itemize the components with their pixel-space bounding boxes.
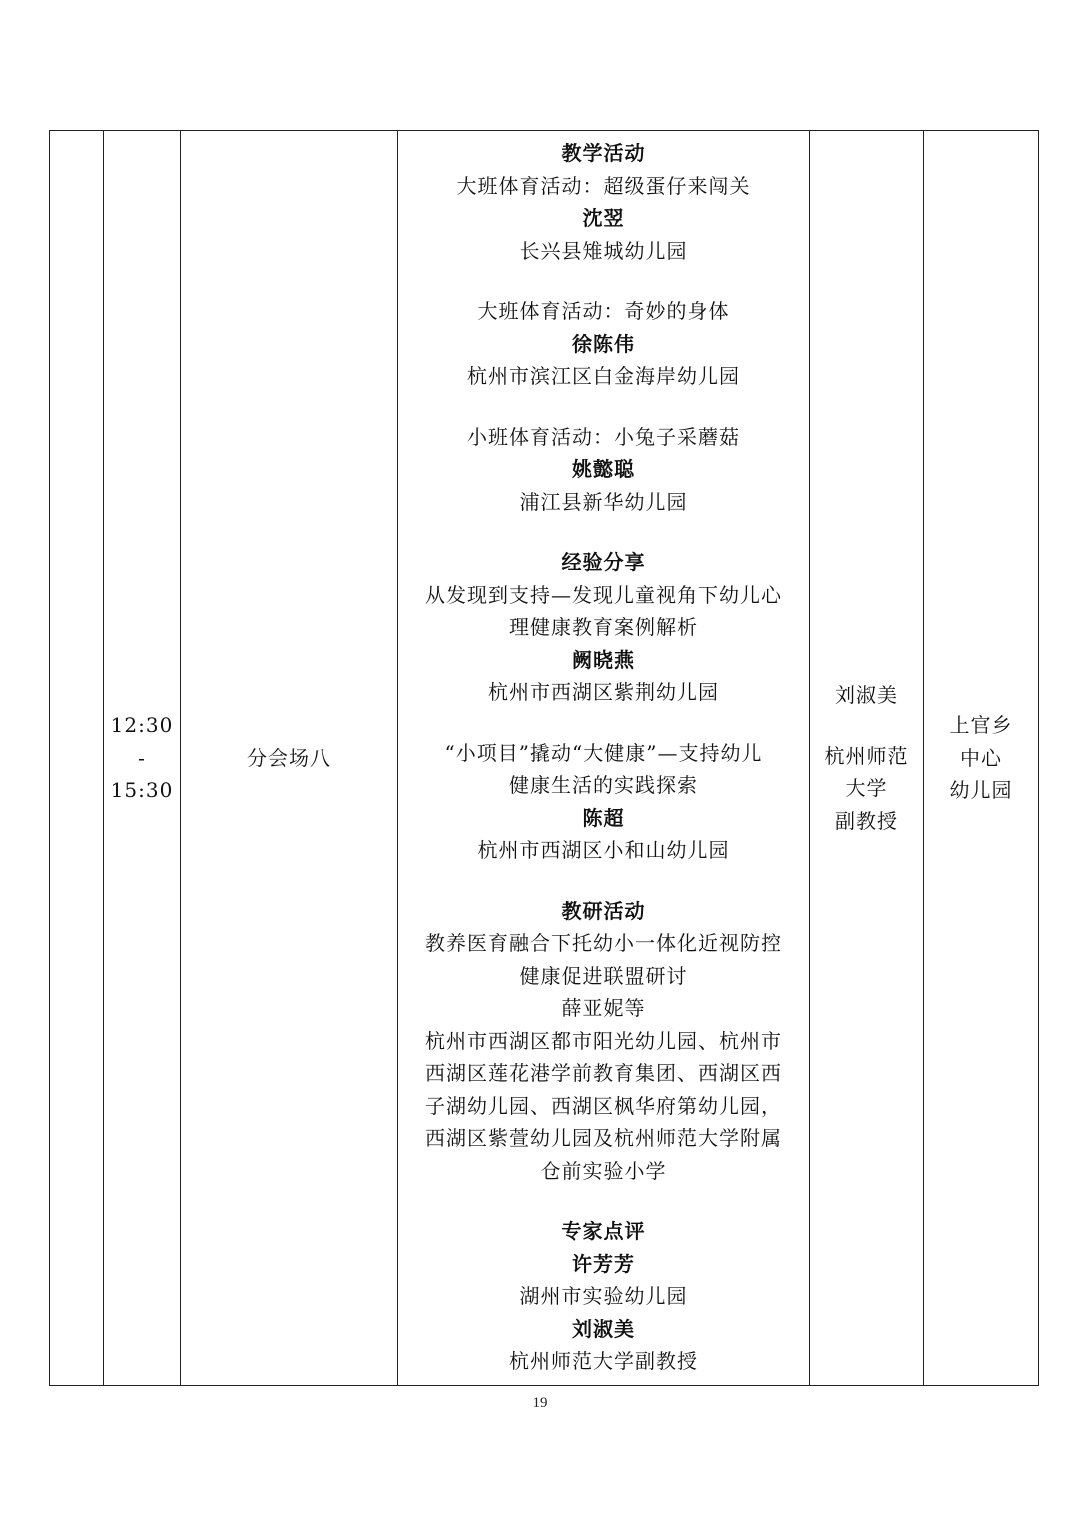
presenter-name: 沈翌 [582,206,625,231]
content-cell [398,131,810,1386]
spacer [408,1187,799,1215]
presenter-name: 徐陈伟 [572,331,635,356]
spacer [408,709,799,737]
expert-org: 杭州师范大学副教授 [509,1349,698,1374]
place-line: 中心 [960,745,1002,770]
host-title: 杭州师范 [824,743,909,768]
expert-name: 刘淑美 [572,1316,635,1341]
presenter-org: 子湖幼儿园、西湖区枫华府第幼儿园， [425,1093,782,1118]
spacer [408,867,799,895]
section-heading: 教研活动 [561,898,646,923]
section-heading: 专家点评 [561,1219,646,1244]
host-title: 大学 [845,776,888,800]
spacer [408,518,799,546]
presenter-org: 长兴县雉城幼儿园 [519,238,688,263]
table-row [50,131,1039,1386]
content-wrap [398,137,809,1378]
schedule-table [49,130,1039,1386]
research-title: 健康促进联盟研讨 [519,963,688,988]
presenter-org: 杭州市西湖区小和山幼儿园 [477,838,730,863]
talk-title: 理健康教育案例解析 [509,615,698,640]
expert-name: 许芳芳 [572,1251,635,1276]
spacer [810,712,923,740]
talk-title: 从发现到支持—发现儿童视角下幼儿心 [425,582,782,607]
venue-cell [181,131,398,1386]
presenter-org: 杭州市西湖区都市阳光幼儿园、杭州市 [425,1028,782,1053]
presenter-org: 杭州市滨江区白金海岸幼儿园 [467,364,740,389]
presenter-org: 西湖区莲花港学前教育集团、西湖区西 [425,1061,782,1086]
host-title: 副教授 [835,808,898,833]
time-start: 12:30 [110,713,174,738]
presenter-org: 仓前实验小学 [540,1158,667,1183]
presenter-name: 陈超 [582,805,625,830]
place-line: 幼儿园 [949,778,1013,803]
place-cell [924,131,1039,1386]
activity-title: 大班体育活动：超级蛋仔来闯关 [456,173,751,198]
talk-title: “小项目”撬动“大健康”—支持幼儿 [444,740,763,765]
presenter-org: 杭州市西湖区紫荆幼儿园 [488,680,719,705]
talk-title: 健康生活的实践探索 [509,773,698,798]
presenter-name: 薛亚妮等 [561,996,646,1021]
section-heading: 经验分享 [561,550,646,575]
presenter-org: 西湖区紫萱幼儿园及杭州师范大学附属 [425,1126,782,1151]
time-cell [104,131,181,1386]
spacer [408,393,799,421]
presenter-name: 姚懿聪 [572,457,635,482]
activity-title: 大班体育活动：奇妙的身体 [477,299,730,324]
presenter-org: 浦江县新华幼儿园 [519,489,688,514]
activity-title: 小班体育活动：小兔子采蘑菇 [467,424,740,449]
presenter-name: 阙晓燕 [572,647,635,672]
expert-org: 湖州市实验幼儿园 [519,1284,688,1309]
place-line: 上官乡 [949,713,1013,738]
research-title: 教养医育融合下托幼小一体化近视防控 [425,931,782,956]
time-separator: - [138,745,146,770]
venue-label: 分会场八 [247,745,331,770]
section-heading: 教学活动 [561,141,646,166]
page-number: 19 [532,1395,548,1411]
spacer [408,267,799,295]
host-cell [810,131,924,1386]
blank-cell [50,131,104,1386]
time-end: 15:30 [110,778,174,803]
host-name: 刘淑美 [835,683,898,707]
